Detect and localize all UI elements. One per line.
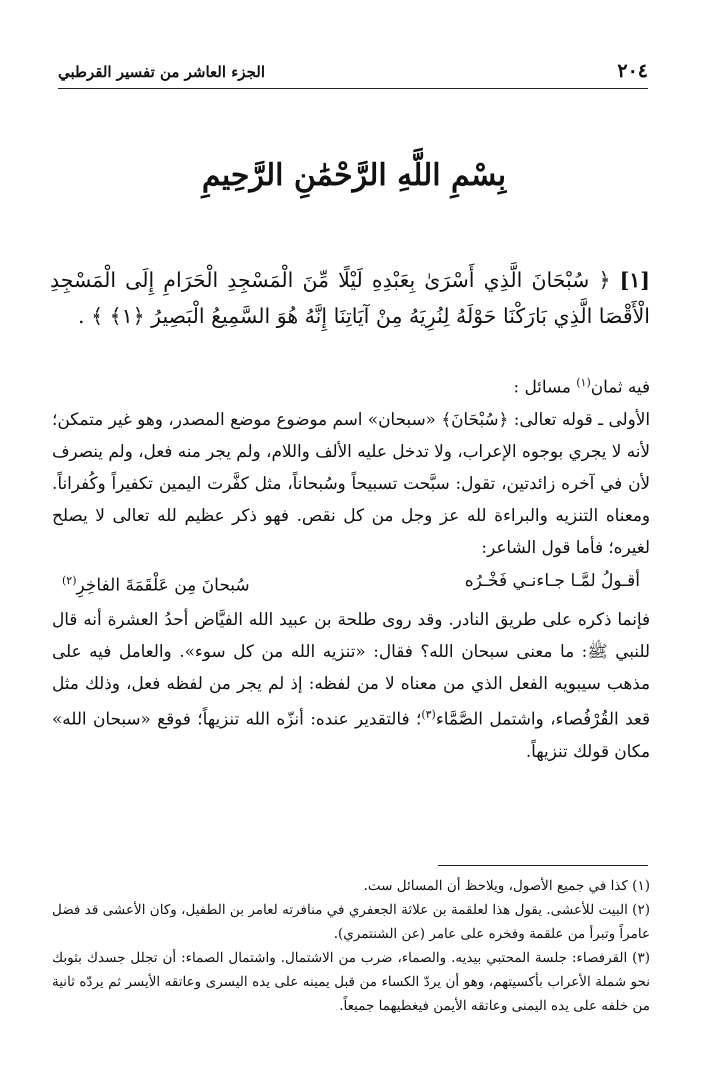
- verse-number: [١]: [619, 268, 650, 292]
- verse-text: ﴿ سُبْحَانَ الَّذِي أَسْرَىٰ بِعَبْدِهِ لَيْلًا مِّنَ الْمَسْجِدِ الْحَرَامِ إِلَى الْمَسْجِدِ الْأَقْصَا الَّذِي بَارَكْنَا حَوْلَهُ لِنُرِيَهُ مِنْ آيَاتِنَا إِنَّهُ هُوَ السَّمِيعُ الْبَصِيرُ ﴿١﴾ ﴾ .: [50, 268, 650, 328]
- footnote-ref-1: (١): [576, 376, 591, 389]
- footnote-1: (١) كذا في جميع الأصول، ويلاحظ أن المسائل ست.: [363, 878, 650, 894]
- footnote-ref-2: (٢): [62, 573, 77, 587]
- poem-second-text: سُبحانَ مِن عَلْقَمَةَ الفاخِرِ: [76, 575, 250, 596]
- footnote-ref-3: (٣): [421, 708, 436, 722]
- running-title: الجزء العاشر من تفسير القرطبي: [58, 63, 265, 81]
- basmala: بِسْمِ اللَّهِ الرَّحْمَٰنِ الرَّحِيمِ: [201, 158, 507, 193]
- paragraph-explanation-b: ؛ فالتقدير عنده: أنزّه الله تنزيهاً؛ فوقع «سبحان الله» مكان قولك تنزيهاً.: [52, 708, 650, 761]
- poem-first-hemistich: أقـولُ لمَّـا جـاءنـي فَخْـرُه: [464, 570, 640, 591]
- quran-verse: [50, 262, 650, 334]
- paragraph-first-issue: الأولى ـ قوله تعالى: ﴿سُبْحَانَ﴾ «سبحان» اسم موضوع موضع المصدر، وهو غير متمكن؛ لأنه لا يجري بوجوه الإعراب، ولا تدخل عليه الألف واللام، ولم يجر منه فعل، ولم ينصرف لأن في آخره زائدتين، تقول: سبَّحت تسبيحاً وسُبحاناً، مثل كفَّرت اليمين تكفيراً وكُفراناً. ومعناه التنزيه والبراءة لله عز وجل من كل نقص. فهو ذكر عظيم لله تعالى لا يصلح لغيره؛ فأما قول الشاعر:: [52, 408, 650, 557]
- running-header: [58, 60, 648, 89]
- commentary-body: [52, 367, 650, 767]
- intro-end: مسائل :: [513, 376, 577, 397]
- poem-verse: [52, 565, 650, 602]
- page-number: ٢٠٤: [617, 60, 648, 82]
- poem-second-hemistich: [62, 565, 250, 602]
- footnote-3: (٣) القرفصاء: جلسة المحتبي بيديه. والصماء، ضرب من الاشتمال. واشتمال الصماء: أن تجلل جسدك بثوبك نحو شملة الأعراب بأكسيتهم، وهو أن يردّ الكساء من قبل يمينه على يده اليسرى وعاتقه الأيسر ثم يردّه ثانية من خلفه على يده اليمنى وعاتقه الأيمن فيغطيهما جميعاً.: [52, 950, 650, 1014]
- intro-line: [52, 367, 650, 403]
- footnote-divider: [438, 865, 648, 866]
- footnotes: [52, 874, 650, 1018]
- paragraph-explanation: [52, 603, 650, 767]
- footnote-2: (٢) البيت للأعشى. يقول هذا لعلقمة بن علاثة الجعفري في منافرته لعامر بن الطفيل، وكان الأعشى قد فضل عامراً وتبرأ من علقمة وفخره على عامر (عن الشنتمري).: [52, 902, 650, 942]
- intro-text: فيه ثمان: [590, 376, 650, 397]
- paragraph-explanation-a: فإنما ذكره على طريق النادر. وقد روى طلحة بن عبيد الله الفيَّاض أحدُ العشرة أنه قال للنبي ﷺ: ما معنى سبحان الله؟ فقال: «تنزيه الله من كل سوء». والعامل فيه على مذهب سيبويه الفعل الذي من معناه لا من لفظه: إذ لم يجر من لفظه فعل، وذلك مثل قعد القُرْفُصاء، واشتمل الصَّمَّاء: [52, 609, 650, 729]
